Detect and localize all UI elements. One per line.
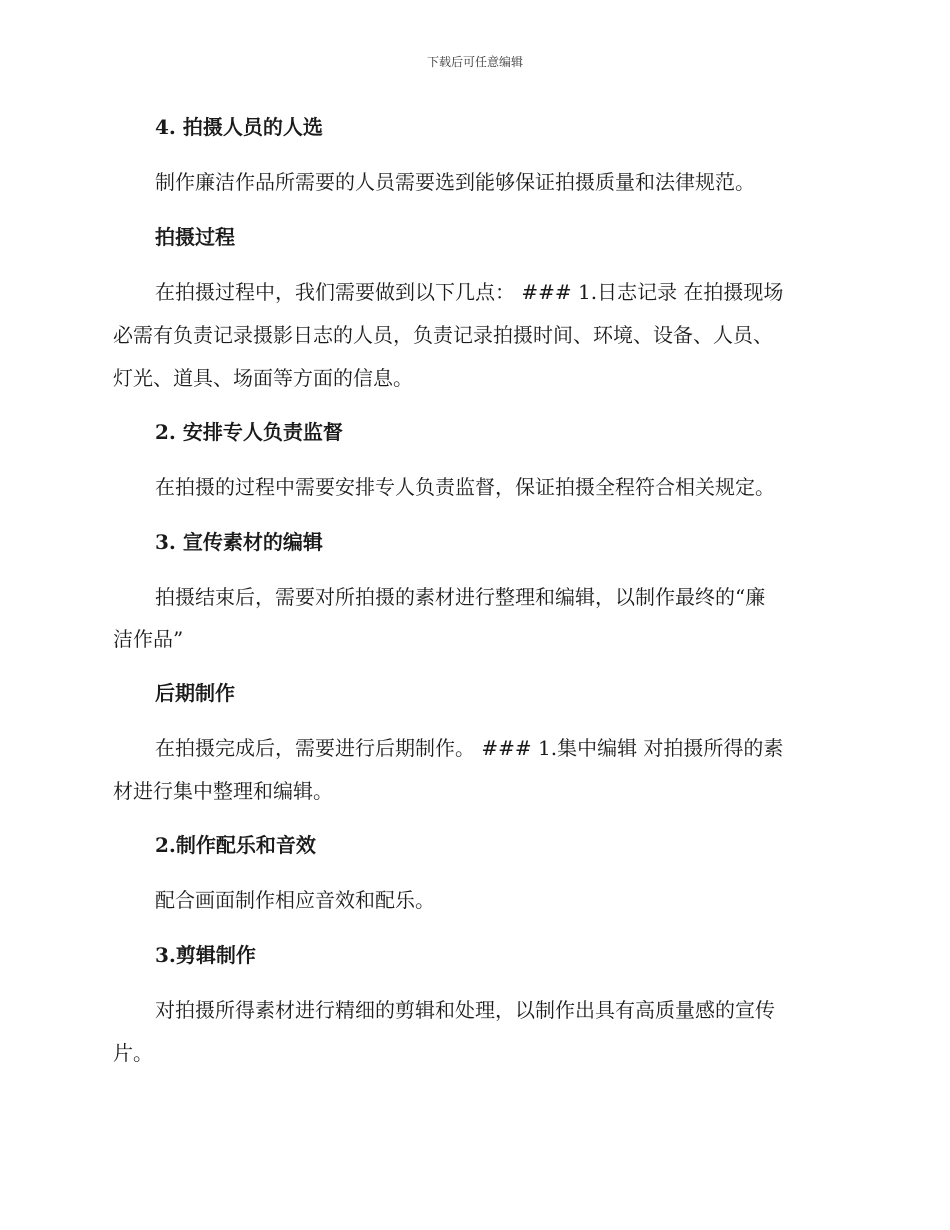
section-heading: 拍摄过程 [155, 225, 235, 249]
section-heading: 2.制作配乐和音效 [155, 833, 316, 857]
paragraph-line: 在拍摄过程中，我们需要做到以下几点： ### 1.日志记录 在拍摄现场 [155, 280, 784, 304]
paragraph-line: 在拍摄的过程中需要安排专人负责监督，保证拍摄全程符合相关规定。 [155, 475, 775, 499]
paragraph-line: 片。 [113, 1041, 153, 1065]
section-heading: 2. 安排专人负责监督 [155, 420, 343, 444]
section-heading: 3. 宣传素材的编辑 [155, 530, 323, 554]
paragraph-line: 在拍摄完成后，需要进行后期制作。 ### 1.集中编辑 对拍摄所得的素 [155, 736, 784, 760]
paragraph-line: 洁作品” [113, 627, 184, 651]
page-header: 下载后可任意编辑 [426, 55, 523, 69]
section-heading: 3.剪辑制作 [155, 943, 256, 967]
paragraph-line: 制作廉洁作品所需要的人员需要选到能够保证拍摄质量和法律规范。 [155, 170, 755, 194]
paragraph-line: 必需有负责记录摄影日志的人员，负责记录拍摄时间、环境、设备、人员、 [113, 323, 773, 347]
paragraph-line: 材进行集中整理和编辑。 [113, 779, 333, 803]
section-heading: 后期制作 [155, 681, 235, 705]
section-heading: 4. 拍摄人员的人选 [155, 115, 323, 139]
paragraph-line: 拍摄结束后，需要对所拍摄的素材进行整理和编辑，以制作最终的“廉 [155, 585, 766, 609]
paragraph-line: 配合画面制作相应音效和配乐。 [155, 888, 435, 912]
paragraph-line: 灯光、道具、场面等方面的信息。 [113, 366, 413, 390]
paragraph-line: 对拍摄所得素材进行精细的剪辑和处理，以制作出具有高质量感的宣传 [155, 998, 775, 1022]
